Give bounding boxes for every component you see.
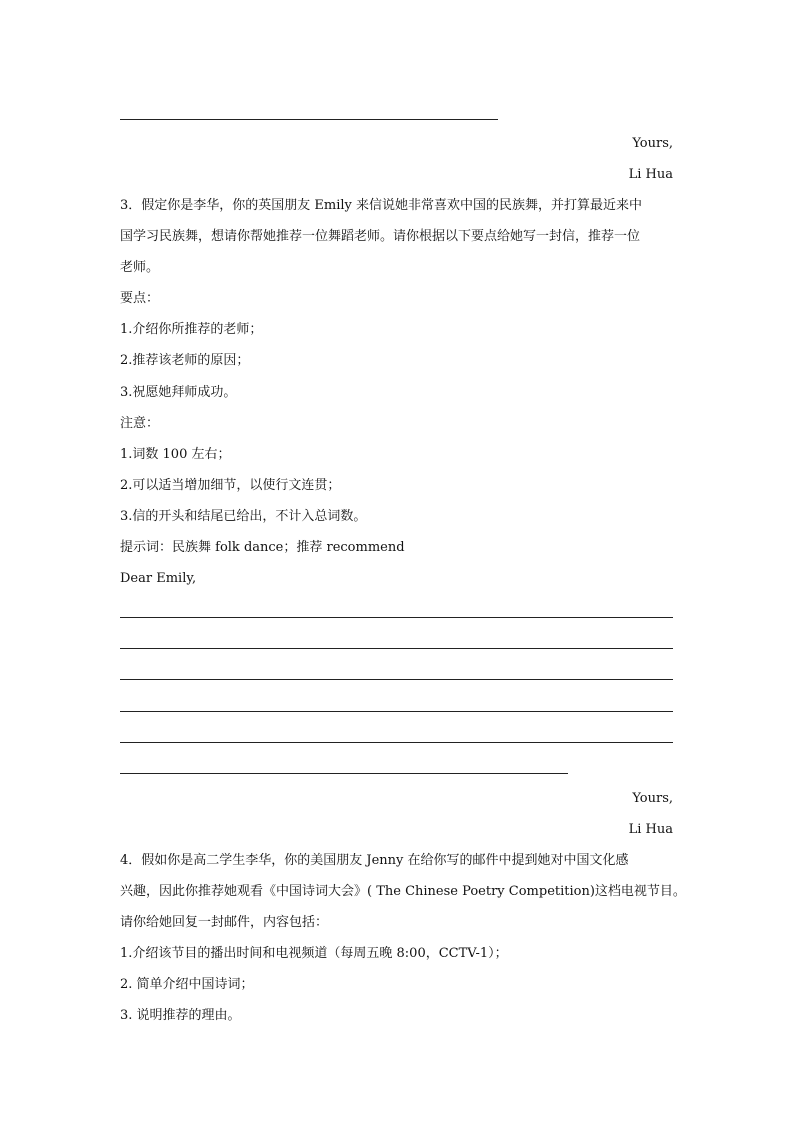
closing-name: Li Hua [628,167,673,182]
q3-notes-title: 注意： [120,416,160,431]
q3-text-line2: 国学习民族舞，想请你帮她推荐一位舞蹈老师。请你根据以下要点给她写一封信，推荐一位 [120,229,641,244]
q4-item-2: 2. 简单介绍中国诗词； [120,977,254,992]
q3-note-2: 2.可以适当增加细节，以使行文连贯； [120,478,341,493]
q4-text-line3: 请你给她回复一封邮件，内容包括： [120,915,329,930]
q3-point-2: 2.推荐该老师的原因； [120,353,250,368]
answer-line [120,773,568,774]
q4-item-1: 1.介绍该节目的播出时间和电视频道（每周五晚 8:00，CCTV-1）； [120,946,508,961]
q3-note-3: 3.信的开头和结尾已给出，不计入总词数。 [120,509,367,524]
answer-line [120,679,673,680]
q3-hint: 提示词：民族舞 folk dance；推荐 recommend [120,540,405,555]
q4-text-line1: 4．假如你是高二学生李华，你的美国朋友 Jenny 在给你写的邮件中提到她对中国文化感 [120,853,629,868]
q3-point-3: 3.祝愿她拜师成功。 [120,385,237,400]
closing-yours: Yours, [632,136,673,151]
q4-text-line2: 兴趣，因此你推荐她观看《中国诗词大会》( The Chinese Poetry Competition)这档电视节目。 [120,884,686,899]
closing-yours: Yours, [632,791,673,806]
q3-point-1: 1.介绍你所推荐的老师； [120,322,263,337]
q3-note-1: 1.词数 100 左右； [120,447,231,462]
answer-line [120,742,673,743]
closing-name: Li Hua [628,822,673,837]
answer-line-end [120,119,498,120]
answer-line [120,711,673,712]
q3-text-line3: 老师。 [120,260,160,275]
q3-text-line1: 3．假定你是李华，你的英国朋友 Emily 来信说她非常喜欢中国的民族舞，并打算最近来中 [120,198,643,213]
answer-line [120,617,673,618]
q3-points-title: 要点： [120,291,160,306]
q4-item-3: 3. 说明推荐的理由。 [120,1008,241,1023]
answer-line [120,648,673,649]
q3-salutation: Dear Emily, [120,571,197,586]
